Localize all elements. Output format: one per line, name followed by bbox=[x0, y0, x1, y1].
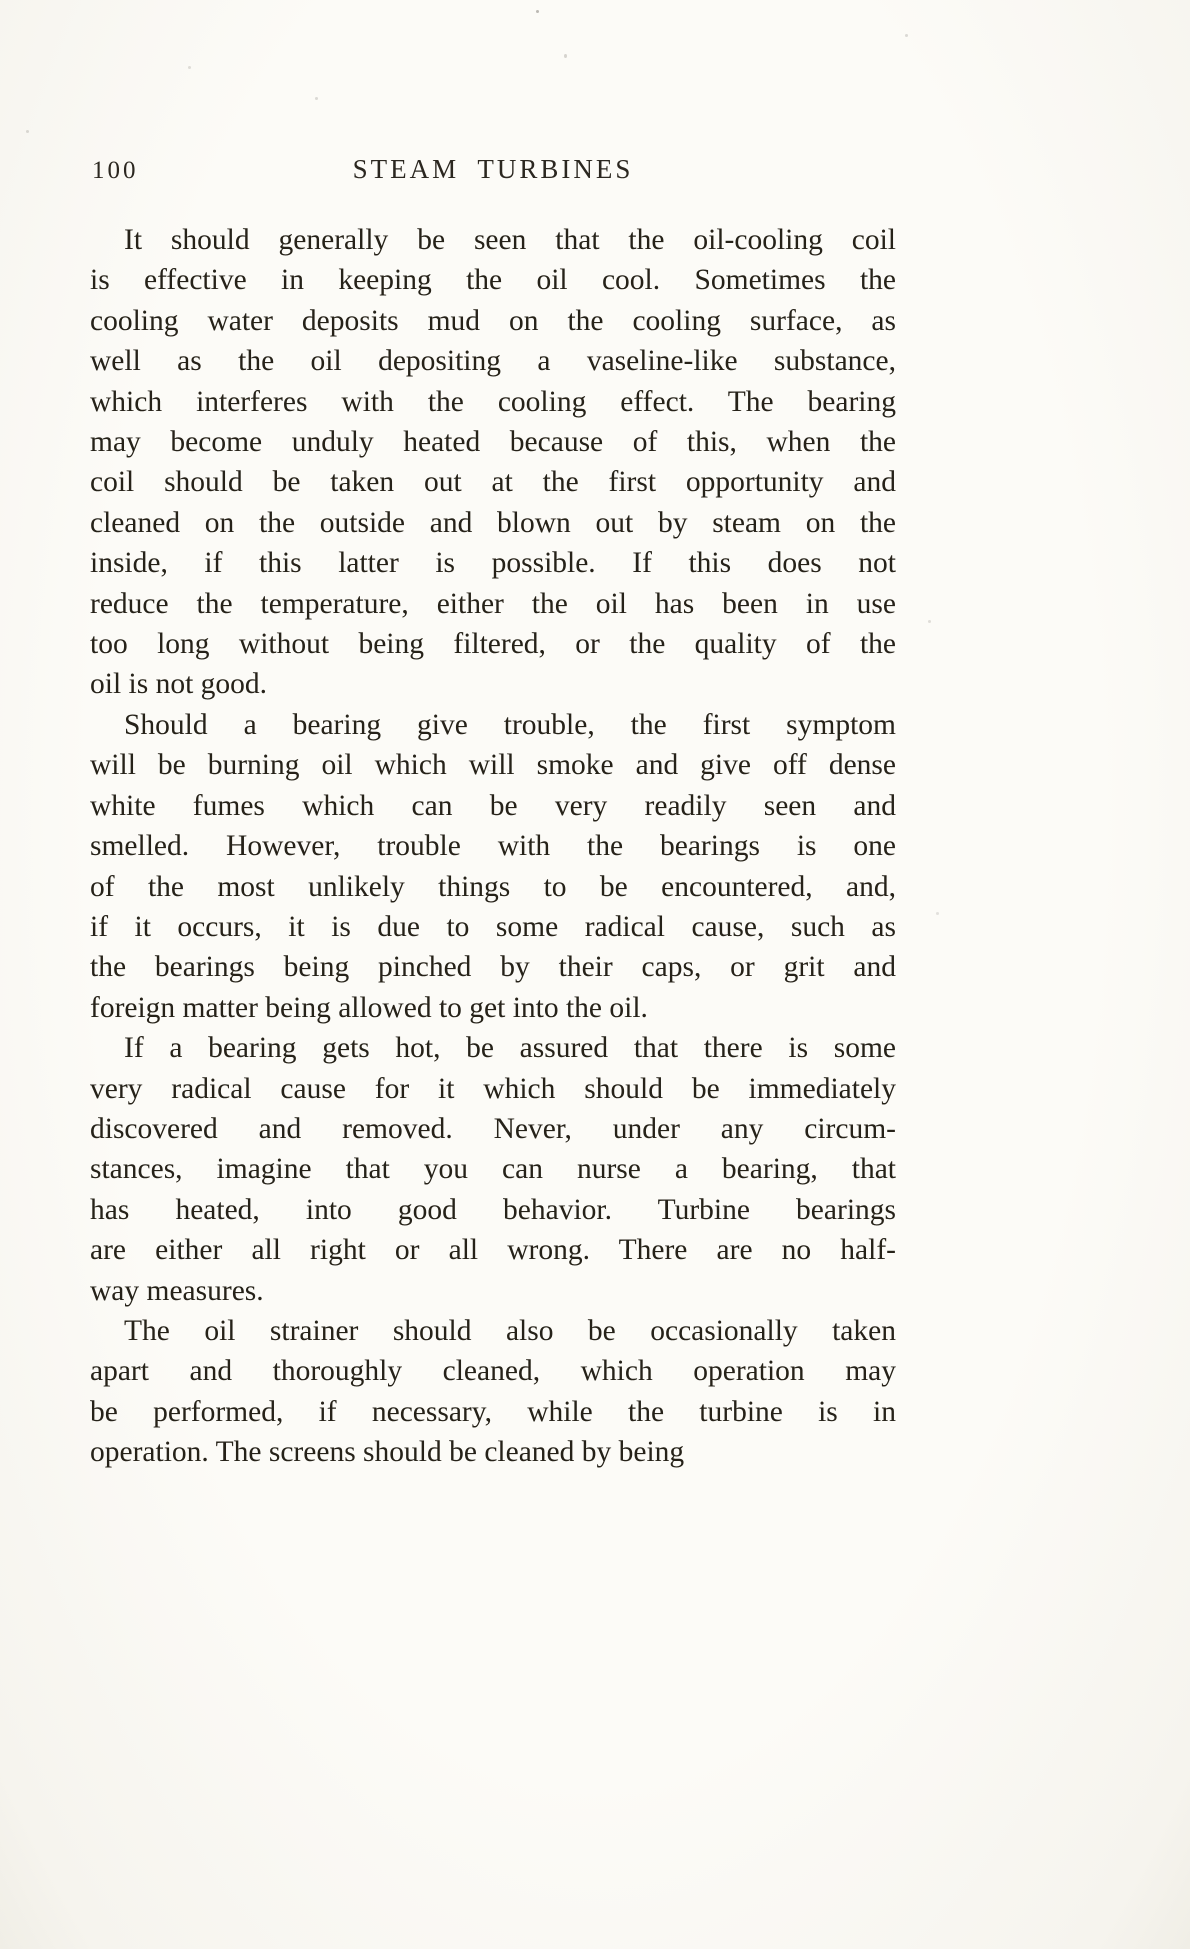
text-line: apart and thoroughly cleaned, which operation may bbox=[90, 1355, 896, 1388]
text-line: Should a bearing give trouble, the first symptom bbox=[124, 708, 896, 741]
text-line: the bearings being pinched by their caps, or grit and bbox=[90, 951, 896, 984]
page-content bbox=[90, 148, 896, 1473]
text-line: smelled. However, trouble with the bearings is one bbox=[90, 830, 896, 863]
scan-speck bbox=[928, 620, 931, 623]
paragraph bbox=[90, 1028, 896, 1311]
text-line: cleaned on the outside and blown out by steam on the bbox=[90, 506, 896, 539]
scan-speck bbox=[564, 54, 567, 58]
page-header bbox=[90, 148, 896, 192]
text-line: if it occurs, it is due to some radical cause, such as bbox=[90, 910, 896, 943]
text-line: The oil strainer should also be occasionally taken bbox=[124, 1314, 896, 1347]
text-line: of the most unlikely things to be encountered, and, bbox=[90, 870, 896, 903]
text-line: inside, if this latter is possible. If this does not bbox=[90, 547, 896, 580]
text-line: too long without being filtered, or the quality of the bbox=[90, 628, 896, 661]
text-line: may become unduly heated because of this, when the bbox=[90, 426, 896, 459]
text-line: discovered and removed. Never, under any circum- bbox=[90, 1112, 896, 1145]
text-line: well as the oil depositing a vaseline-like substance, bbox=[90, 345, 896, 378]
running-title: STEAM TURBINES bbox=[352, 154, 634, 184]
text-line: will be burning oil which will smoke and give off dense bbox=[90, 749, 896, 782]
text-line: If a bearing gets hot, be assured that there is some bbox=[124, 1032, 896, 1065]
text-line: which interferes with the cooling effect. The bearing bbox=[90, 385, 896, 418]
text-line: oil is not good. bbox=[90, 668, 268, 701]
scan-speck bbox=[536, 10, 539, 13]
paragraph bbox=[90, 1311, 896, 1473]
scan-speck bbox=[315, 97, 318, 100]
text-line: reduce the temperature, either the oil has been in use bbox=[90, 587, 896, 620]
text-line: has heated, into good behavior. Turbine bearings bbox=[90, 1193, 896, 1226]
paragraph bbox=[90, 705, 896, 1028]
scan-speck bbox=[905, 34, 908, 37]
scan-speck bbox=[26, 130, 29, 133]
text-line: be performed, if necessary, while the turbine is in bbox=[90, 1395, 896, 1428]
text-line: It should generally be seen that the oil-cooling coil bbox=[124, 224, 896, 256]
paragraph bbox=[90, 220, 896, 705]
text-line: coil should be taken out at the first opportunity and bbox=[90, 466, 896, 499]
body-text bbox=[90, 220, 896, 1473]
text-line: very radical cause for it which should be immediately bbox=[90, 1072, 896, 1105]
page-number: 100 bbox=[92, 157, 139, 184]
text-line: way measures. bbox=[90, 1274, 264, 1307]
scan-speck bbox=[188, 66, 191, 69]
text-line: are either all right or all wrong. There are no half- bbox=[90, 1234, 896, 1267]
text-line: is effective in keeping the oil cool. Sometimes the bbox=[90, 264, 896, 297]
text-line: stances, imagine that you can nurse a bearing, that bbox=[90, 1153, 896, 1186]
text-line: cooling water deposits mud on the cooling surface, as bbox=[90, 304, 896, 337]
text-line: white fumes which can be very readily seen and bbox=[90, 789, 896, 822]
scan-speck bbox=[936, 912, 939, 915]
text-line: operation. The screens should be cleaned by being bbox=[90, 1436, 685, 1469]
text-line: foreign matter being allowed to get into the oil. bbox=[90, 991, 648, 1024]
